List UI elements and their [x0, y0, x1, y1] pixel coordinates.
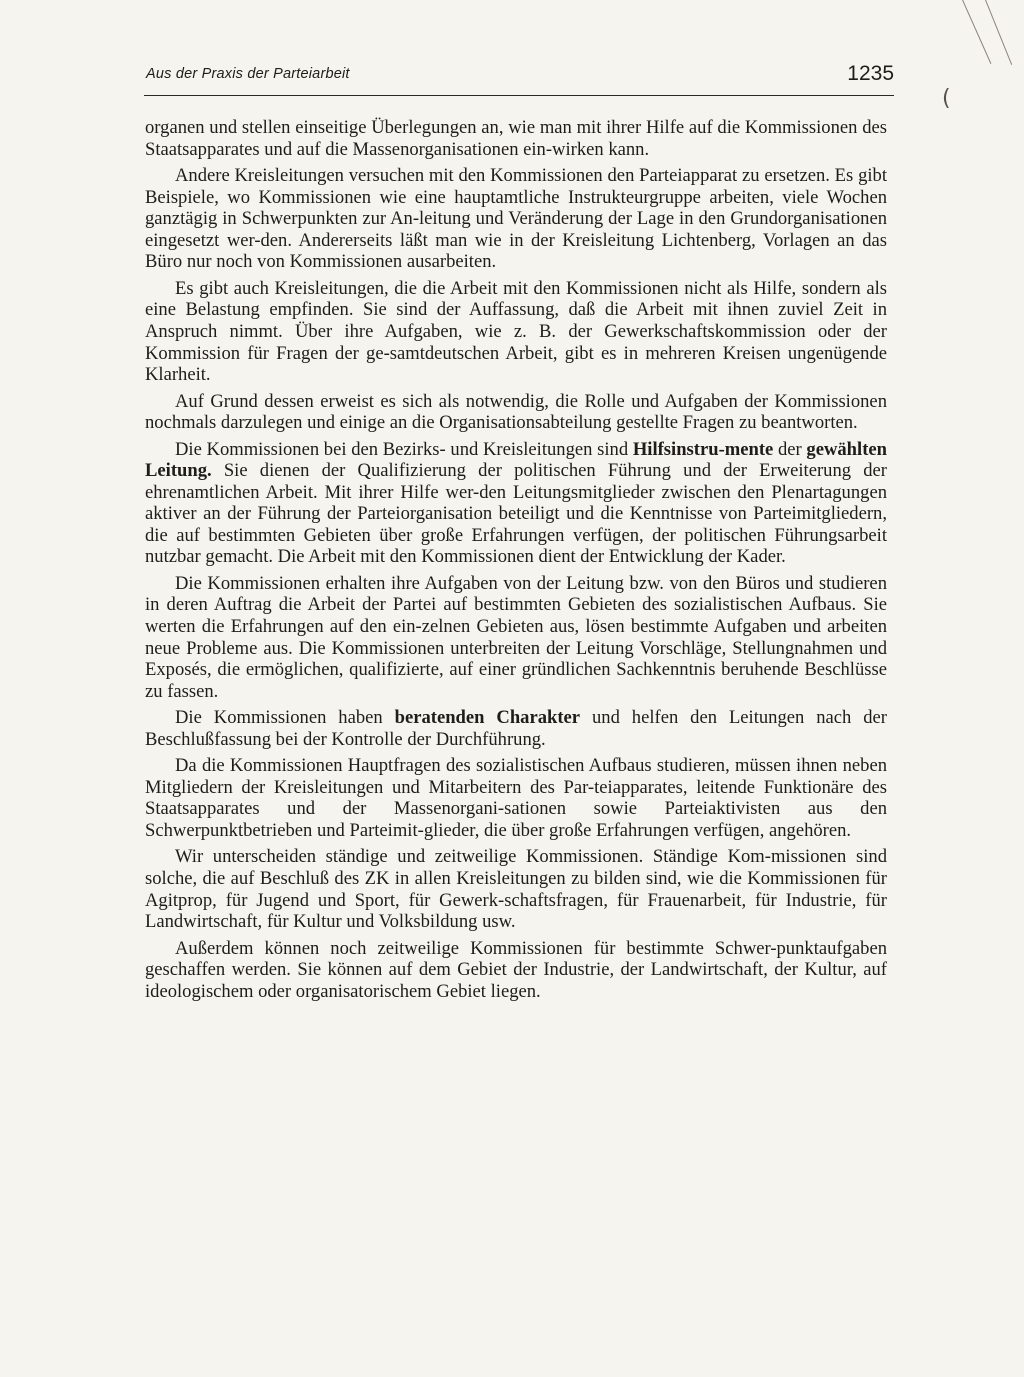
paragraph-mixed — [145, 439, 887, 569]
paragraph: Es gibt auch Kreisleitungen, die die Arbeit mit den Kommissionen nicht als Hilfe, sondern als eine Belastung empfinden. Sie sind der Auffassung, daß die Arbeit mit ihnen zuviel Zeit in Anspruch nimmt. Über ihre Aufgaben, wie z. B. der Gewerkschaftskommission oder der Kommission für Fragen der ge-samtdeutschen Arbeit, gibt es in mehreren Kreisen ungenügende Klarheit. — [145, 277, 887, 386]
page-edge-line — [962, 0, 991, 64]
paragraph: Da die Kommissionen Hauptfragen des sozialistischen Aufbaus studieren, müssen ihnen neben Mitgliedern der Kreisleitungen und Mitarbeitern des Par-teiapparates, leitende Funktionäre des Staatsapparates und der Massenorgani-sationen sowie Parteiaktivisten aus den Schwerpunktbetrieben und Parteimit-glieder, die über große Erfahrungen verfügen, angehören. — [145, 755, 887, 841]
running-header-title: Aus der Praxis der Parteiarbeit — [146, 66, 350, 82]
paragraph: Die Kommissionen erhalten ihre Aufgaben von der Leitung bzw. von den Büros und studieren in deren Auftrag die Arbeit der Partei auf bestimmten Gebieten des sozialistischen Aufbaus. Sie werten die Erfahrungen auf den ein-zelnen Gebieten aus, lösen bestimmte Aufgaben und arbeiten neue Probleme aus. Die Kommissionen unterbreiten der Leitung Vorschläge, Stellungnahmen und Exposés, die ermöglichen, qualifizierte, auf einer gründlichen Sachkenntnis beruhende Beschlüsse zu fassen. — [145, 572, 887, 702]
emphasis-text: gewählten Leitung. — [145, 438, 887, 482]
running-header — [146, 62, 894, 92]
emphasis-text: beratenden Charakter — [394, 707, 581, 729]
page-number: 1235 — [847, 62, 894, 85]
paragraph: organen und stellen einseitige Überlegungen an, wie man mit ihrer Hilfe auf die Kommissionen des Staatsapparates und auf die Massenorganisationen ein-wirken kann. — [145, 117, 887, 160]
paragraph-text: und helfen den Leitungen nach der Beschlußfassung bei der Kontrolle der Durchführung. — [145, 707, 888, 750]
body-text — [145, 117, 887, 1007]
paragraph-text: der — [773, 438, 807, 460]
paragraph-text: Die Kommissionen haben — [175, 707, 395, 729]
emphasis-text: Hilfsinstru-mente — [632, 438, 774, 460]
paragraph: Außerdem können noch zeitweilige Kommissionen für bestimmte Schwer-punktaufgaben geschaffen werden. Sie können auf dem Gebiet der Industrie, der Landwirtschaft, der Kultur, auf ideologischem oder organisatorischem Gebiet liegen. — [145, 937, 887, 1002]
margin-pencil-mark: ( — [942, 86, 951, 111]
paragraph-text: Sie dienen der Qualifizierung der politischen Führung und der Erweiterung der ehrenamtlichen Arbeit. Mit ihrer Hilfe wer-den Leitungsmitglieder zwischen den Plenartagungen aktiver an der Führung der Parteiorganisation beteiligt und die Kenntnisse von Parteimitgliedern, die auf bestimmten Gebieten über große Erfahrungen verfügen, der politischen Führungsarbeit nutzbar gemacht. Die Arbeit mit den Kommissionen dient der Entwicklung der Kader. — [145, 460, 887, 568]
paragraph: Auf Grund dessen erweist es sich als notwendig, die Rolle und Aufgaben der Kommissionen nochmals darzulegen und einige an die Organisationsabteilung gestellte Fragen zu beantworten. — [145, 390, 887, 434]
paragraph-text: Die Kommissionen bei den Bezirks- und Kreisleitungen sind — [175, 438, 633, 460]
paragraph: Andere Kreisleitungen versuchen mit den Kommissionen den Parteiapparat zu ersetzen. Es gibt Beispiele, wo Kommissionen wie eine hauptamtliche Instrukteurgruppe arbeiten, viele Wochen ganztägig in Schwerpunkten zur An-leitung und Veränderung der Lage in den Grundorganisationen eingesetzt wer-den. Andererseits läßt man wie in der Kreisleitung Lichtenberg, Vorlagen an das Büro nur noch von Kommissionen ausarbeiten. — [145, 164, 887, 273]
page-edge-line — [985, 0, 1012, 65]
paragraph-mixed — [145, 707, 887, 750]
paragraph: Wir unterscheiden ständige und zeitweilige Kommissionen. Ständige Kom-missionen sind solche, die auf Beschluß des ZK in allen Kreisleitungen zu bilden sind, wie die Kommissionen für Agitprop, für Jugend und Sport, für Gewerk-schaftsfragen, für Frauenarbeit, für Industrie, für Landwirtschaft, für Kultur und Volksbildung usw. — [145, 846, 887, 933]
header-rule — [144, 95, 894, 96]
